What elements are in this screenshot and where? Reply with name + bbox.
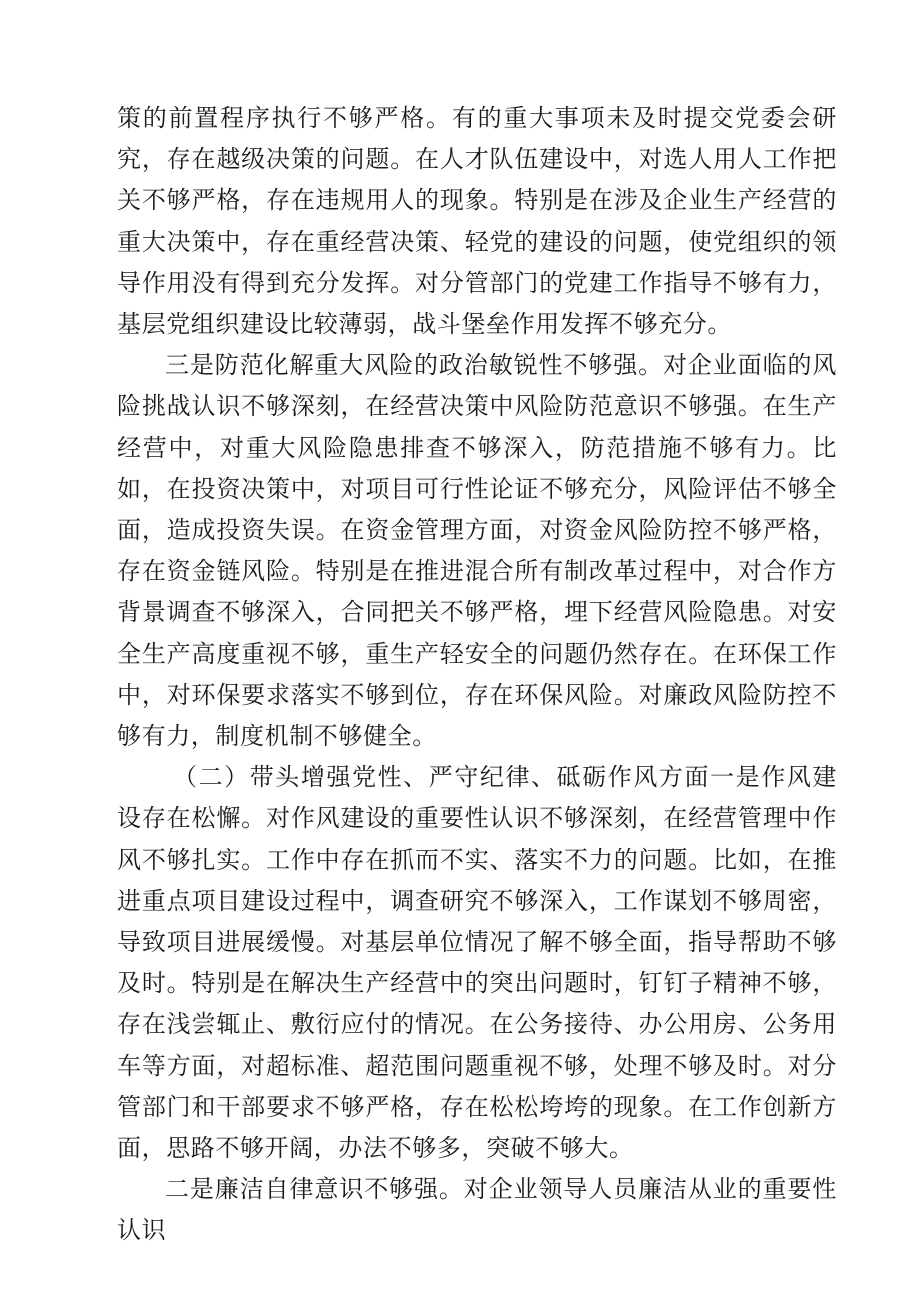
paragraph-continuation: 策的前置程序执行不够严格。有的重大事项未及时提交党委会研究，存在越级决策的问题。在人才队伍建设中，对选人用人工作把关不够严格，存在违规用人的现象。特别是在涉及企业生产经营的重大决策中，存在重经营决策、轻党的建设的问题，使党组织的领导作用没有得到充分发挥。对分管部门的党建工作指导不够有力，基层党组织建设比较薄弱，战斗堡垒作用发挥不够充分。 bbox=[117, 104, 837, 339]
paragraph-risk-prevention: 三是防范化解重大风险的政治敏锐性不够强。对企业面临的风险挑战认识不够深刻，在经营决策中风险防范意识不够强。在生产经营中，对重大风险隐患排查不够深入，防范措施不够有力。比如，在投资决策中，对项目可行性论证不够充分，风险评估不够全面，造成投资失误。在资金管理方面，对资金风险防控不够严格，存在资金链风险。特别是在推进混合所有制改革过程中，对合作方背景调查不够深入，合同把关不够严格，埋下经营风险隐患。对安全生产高度重视不够，重生产轻安全的问题仍然存在。在环保工作中，对环保要求落实不够到位，存在环保风险。对廉政风险防控不够有力，制度机制不够健全。 bbox=[117, 351, 837, 751]
document-body bbox=[117, 98, 837, 1252]
paragraph-integrity: 二是廉洁自律意识不够强。对企业领导人员廉洁从业的重要性认识 bbox=[117, 1175, 837, 1245]
paragraph-section-two: （二）带头增强党性、严守纪律、砥砺作风方面一是作风建设存在松懈。对作风建设的重要性认识不够深刻，在经营管理中作风不够扎实。工作中存在抓而不实、落实不力的问题。比如，在推进重点项目建设过程中，调查研究不够深入，工作谋划不够周密，导致项目进展缓慢。对基层单位情况了解不够全面，指导帮助不够及时。特别是在解决生产经营中的突出问题时，钉钉子精神不够，存在浅尝辄止、敷衍应付的情况。在公务接待、办公用房、公务用车等方面，对超标准、超范围问题重视不够，处理不够及时。对分管部门和干部要求不够严格，存在松松垮垮的现象。在工作创新方面，思路不够开阔，办法不够多，突破不够大。 bbox=[117, 763, 837, 1163]
